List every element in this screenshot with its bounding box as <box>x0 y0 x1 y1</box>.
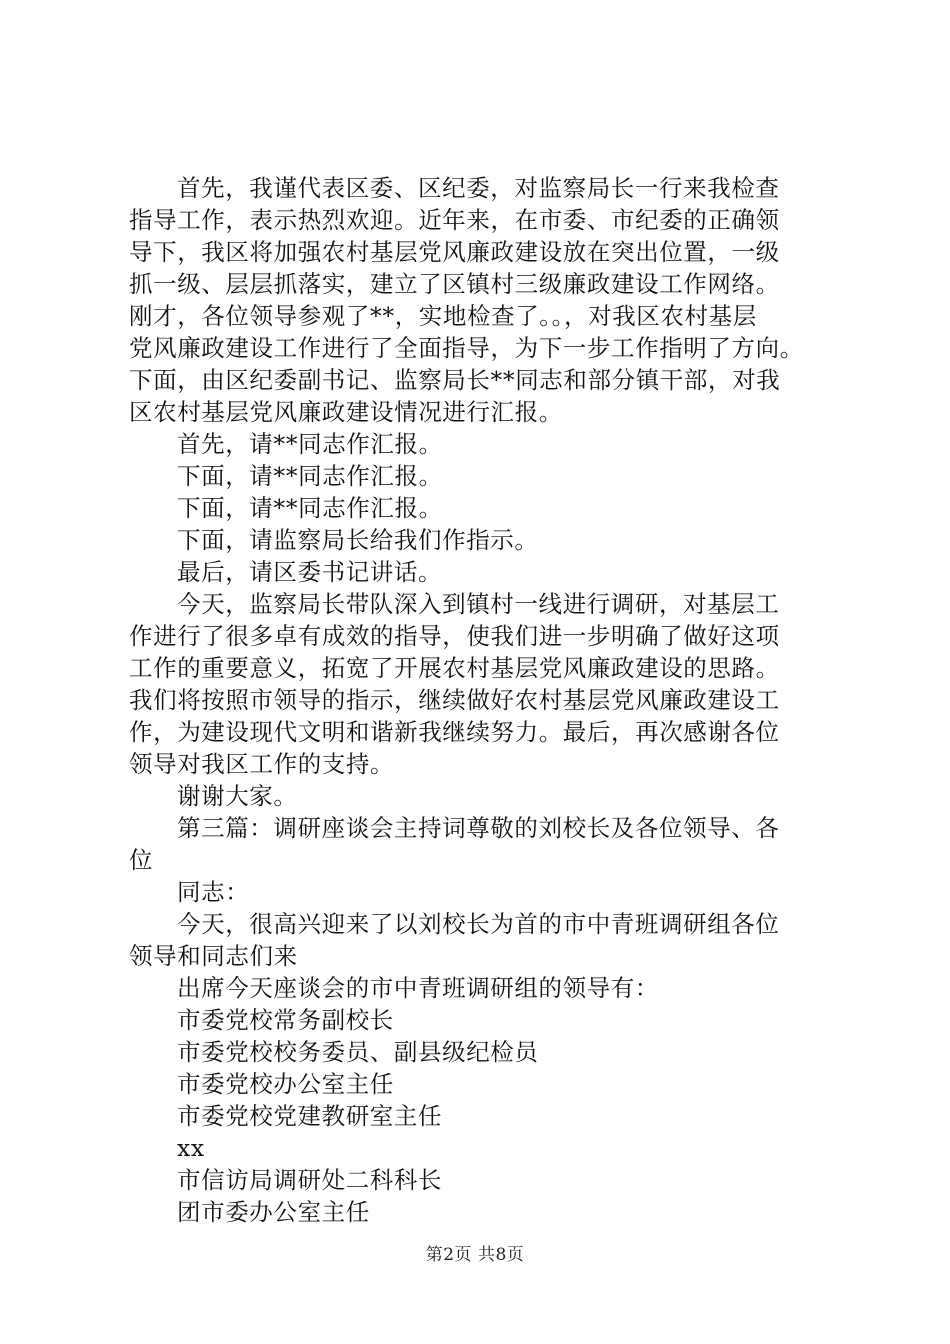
text-line: 今天，很高兴迎来了以刘校长为首的市中青班调研组各位 <box>177 910 780 938</box>
text-line: 首先，请**同志作汇报。 <box>177 430 443 458</box>
text-line: 领导和同志们来 <box>129 942 298 970</box>
text-line: 下面，请监察局长给我们作指示。 <box>177 526 539 554</box>
text-line: 作，为建设现代文明和谐新我继续努力。最后，再次感谢各位 <box>129 718 780 746</box>
text-line: 下面，由区纪委副书记、监察局长**同志和部分镇干部，对我 <box>129 366 781 394</box>
text-line: 今天，监察局长带队深入到镇村一线进行调研，对基层工 <box>177 590 780 618</box>
text-line: 党风廉政建设工作进行了全面指导，为下一步工作指明了方向。 <box>129 334 804 362</box>
text-line: 下面，请**同志作汇报。 <box>177 462 443 490</box>
page-footer: 第2页 共8页 <box>425 1245 525 1265</box>
list-item: 团市委办公室主任 <box>177 1198 370 1226</box>
text-line: 位 <box>129 846 154 874</box>
text-line: 刚才，各位领导参观了**，实地检查了。。，对我区农村基层 <box>129 302 757 330</box>
text-line: 出席今天座谈会的市中青班调研组的领导有： <box>177 974 659 1002</box>
list-item: xx <box>177 1134 205 1162</box>
text-line: 我们将按照市领导的指示，继续做好农村基层党风廉政建设工 <box>129 686 780 714</box>
text-line: 导下，我区将加强农村基层党风廉政建设放在突出位置，一级 <box>129 238 780 266</box>
document-body <box>129 172 845 1228</box>
list-item: 市委党校党建教研室主任 <box>177 1102 443 1130</box>
list-item: 市委党校办公室主任 <box>177 1070 394 1098</box>
text-line: 最后，请区委书记讲话。 <box>177 558 443 586</box>
text-line: 谢谢大家。 <box>177 782 298 810</box>
text-line: 下面，请**同志作汇报。 <box>177 494 443 522</box>
list-item: 市委党校校务委员、副县级纪检员 <box>177 1038 539 1066</box>
list-item: 市信访局调研处二科科长 <box>177 1166 443 1194</box>
text-line: 领导对我区工作的支持。 <box>129 750 395 778</box>
section-heading: 第三篇：调研座谈会主持词尊敬的刘校长及各位领导、各 <box>177 814 780 842</box>
text-line: 区农村基层党风廉政建设情况进行汇报。 <box>129 398 563 426</box>
text-line: 抓一级、层层抓落实，建立了区镇村三级廉政建设工作网络。 <box>129 270 780 298</box>
text-line: 工作的重要意义，拓宽了开展农村基层党风廉政建设的思路。 <box>129 654 780 682</box>
text-line: 同志： <box>177 878 250 906</box>
text-line: 指导工作，表示热烈欢迎。近年来，在市委、市纪委的正确领 <box>129 206 780 234</box>
text-line: 作进行了很多卓有成效的指导，使我们进一步明确了做好这项 <box>129 622 780 650</box>
list-item: 市委党校常务副校长 <box>177 1006 394 1034</box>
text-line: 首先，我谨代表区委、区纪委，对监察局长一行来我检查 <box>177 174 780 202</box>
